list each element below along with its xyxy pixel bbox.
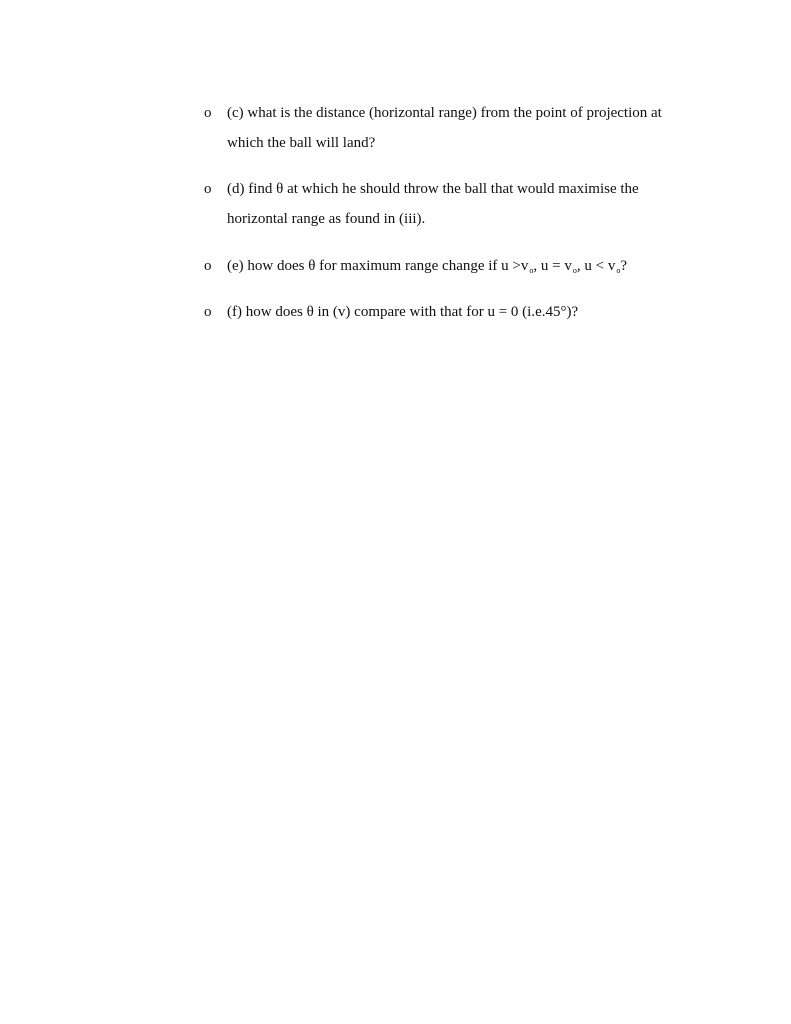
bullet-icon: o — [204, 181, 212, 197]
item-d-line2: horizontal range as found in (iii). — [227, 211, 426, 227]
item-e-text-a: (e) how does θ for maximum range change if u >v — [227, 258, 529, 274]
item-e-text-b: , u = v — [533, 258, 572, 274]
item-e-line1 — [227, 257, 627, 277]
item-c-line2: which the ball will land? — [227, 135, 376, 151]
item-e-text-c: , u < v — [576, 258, 616, 274]
subscript-o: o — [572, 266, 577, 275]
bullet-icon: o — [204, 258, 212, 274]
item-d-line1: (d) find θ at which he should throw the ball that would maximise the — [227, 181, 639, 197]
item-c-line1: (c) what is the distance (horizontal range) from the point of projection at — [227, 105, 662, 121]
item-e-text-d: ? — [620, 258, 627, 274]
bullet-icon: o — [204, 105, 212, 121]
bullet-icon: o — [204, 304, 212, 320]
item-f-line1: (f) how does θ in (v) compare with that for u = 0 (i.e.45°)? — [227, 304, 579, 320]
subscript-o: o — [529, 266, 534, 275]
subscript-o: o — [616, 266, 621, 275]
